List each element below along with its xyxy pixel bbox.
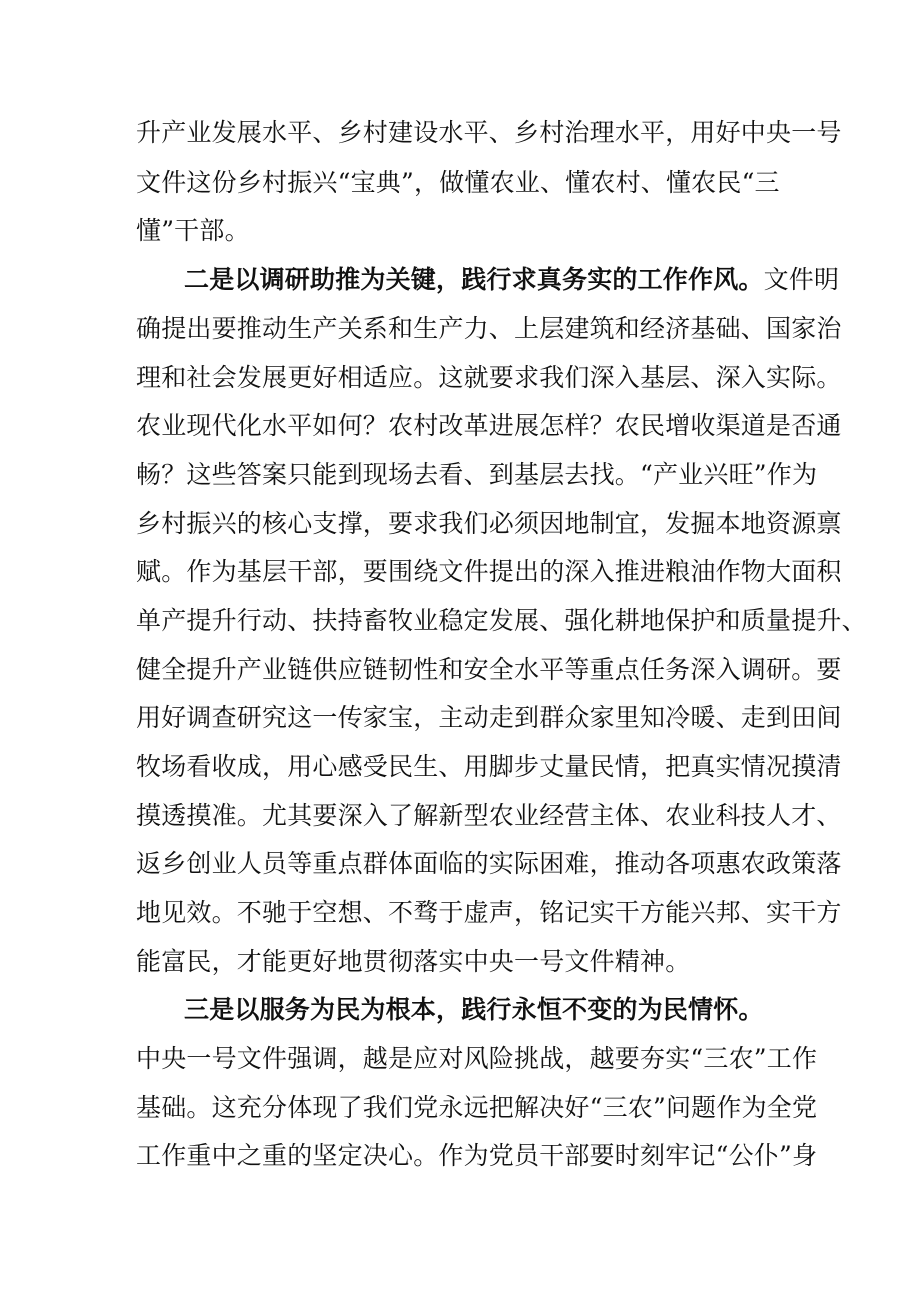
body-text-line: 升产业发展水平、乡村建设水平、乡村治理水平，用好中央一号 <box>136 118 842 147</box>
body-text-line: 基础。这充分体现了我们党永远把解决好“三农”问题作为全党 <box>136 1093 818 1122</box>
body-text-line: 牧场看收成，用心感受民生、用脚步丈量民情，把真实情况摸清 <box>136 752 842 781</box>
body-text-line: 赋。作为基层干部，要围绕文件提出的深入推进粮油作物大面积 <box>136 557 842 586</box>
body-text-line: 懂”干部。 <box>136 216 250 245</box>
body-text-line: 农业现代化水平如何？农村改革进展怎样？农民增收渠道是否通 <box>136 411 842 440</box>
body-text-line: 用好调查研究这一传家宝，主动走到群众家里知冷暖、走到田间 <box>136 703 842 732</box>
body-text-line: 返乡创业人员等重点群体面临的实际困难，推动各项惠农政策落 <box>136 849 842 878</box>
body-text-line: 能富民，才能更好地贯彻落实中央一号文件精神。 <box>136 947 691 976</box>
body-text-inline: 文件明 <box>763 265 840 294</box>
section-heading-line <box>184 262 839 298</box>
body-text-line: 乡村振兴的核心支撑，要求我们必须因地制宜，发掘本地资源禀 <box>136 509 842 538</box>
body-text-line: 单产提升行动、扶持畜牧业稳定发展、强化耕地保护和质量提升、 <box>136 606 867 635</box>
section-heading-3: 三是以服务为民为根本，践行永恒不变的为民情怀。 <box>184 995 764 1024</box>
body-text-line: 理和社会发展更好相适应。这就要求我们深入基层、深入实际。 <box>136 363 842 392</box>
body-text-line: 摸透摸准。尤其要深入了解新型农业经营主体、农业科技人才、 <box>136 801 842 830</box>
body-text-line: 地见效。不驰于空想、不骛于虚声，铭记实干方能兴邦、实干方 <box>136 898 842 927</box>
body-text-line: 文件这份乡村振兴“宝典”，做懂农业、懂农村、懂农民“三 <box>136 168 780 197</box>
body-text-line: 健全提升产业链供应链韧性和安全水平等重点任务深入调研。要 <box>136 655 842 684</box>
body-text-line: 畅？这些答案只能到现场去看、到基层去找。“产业兴旺”作为 <box>136 460 818 489</box>
body-text-line: 中央一号文件强调，越是应对风险挑战，越要夯实“三农”工作 <box>136 1044 818 1073</box>
body-text-line: 确提出要推动生产关系和生产力、上层建筑和经济基础、国家治 <box>136 314 842 343</box>
body-text-line: 工作重中之重的坚定决心。作为党员干部要时刻牢记“公仆”身 <box>136 1141 818 1170</box>
section-heading-2: 二是以调研助推为关键，践行求真务实的工作作风。 <box>184 265 764 294</box>
